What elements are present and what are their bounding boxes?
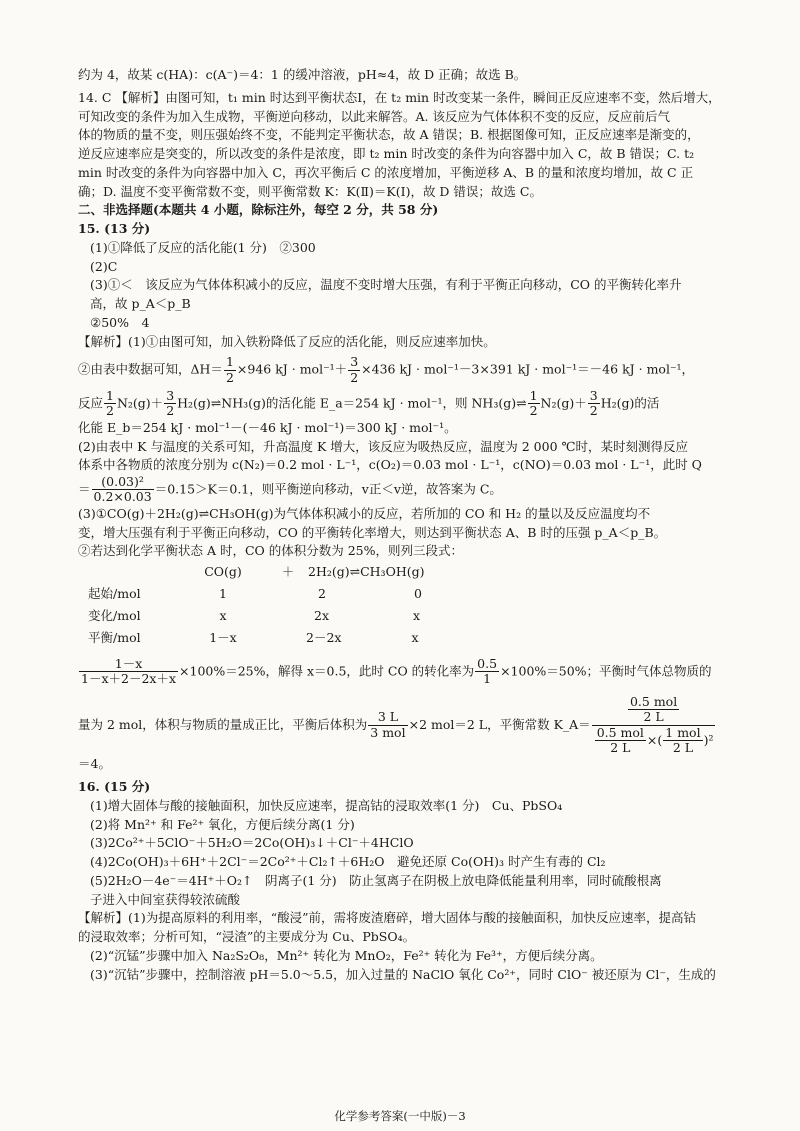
q16-answer-4: (4)2Co(OH)₃＋6H⁺＋2Cl⁻＝2Co²⁺＋Cl₂↑＋6H₂O 避免还原 Co(OH)₃ 时产生有毒的 Cl₂ <box>90 854 606 869</box>
numerator: 1 <box>529 388 538 403</box>
fraction <box>224 355 236 385</box>
fraction <box>663 726 702 756</box>
numerator: 0.5 mol <box>629 693 678 709</box>
numerator: 3 <box>350 354 359 370</box>
text: ×100%＝25%，解得 x＝0.5，此时 CO 的转化率为 <box>179 663 475 679</box>
ice-species: 2H₂(g)⇌CH₃OH(g) <box>308 563 425 579</box>
fraction <box>348 355 360 385</box>
denominator: 2 <box>106 403 114 419</box>
numerator: 3 <box>589 388 598 403</box>
denominator: 2 <box>166 403 175 419</box>
q15-answer-3: (3)①＜ 该反应为气体体积减小的反应，温度不变时增大压强，有利于平衡正向移动，CO 的平衡转化率升 <box>90 277 682 293</box>
q16-answer-3: (3)2Co²⁺＋5ClO⁻＋5H₂O＝2Co(OH)₃↓＋Cl⁻＋4HClO <box>90 835 414 851</box>
q15-answer-3-b: ②50% 4 <box>90 314 150 330</box>
denominator: 2 <box>225 369 234 385</box>
q16-block <box>78 778 726 984</box>
k-denominator <box>592 726 716 756</box>
ice-label: 起始/mol <box>88 585 141 601</box>
fraction <box>475 657 499 687</box>
numerator: 1－x <box>79 657 178 672</box>
text: N₂(g)＋ <box>116 395 164 411</box>
denominator: 0.2×0.03 <box>93 489 152 505</box>
q16-header: 16. (15 分) <box>78 779 151 794</box>
q15-explanation-8: (3)①CO(g)＋2H₂(g)⇌CH₃OH(g)为气体体积减小的反应，若所加的 CO 和 H₂ 的量以及反应温度均不 <box>78 505 651 521</box>
denominator: 2 <box>529 403 538 419</box>
ice-cell <box>268 627 424 649</box>
q16-answer-5-cont: 子进入中间室获得较浓硫酸 <box>90 891 241 907</box>
q15-explanation-12 <box>78 695 726 756</box>
fraction <box>628 695 679 725</box>
text: ×( <box>646 731 663 747</box>
ice-value: 0 <box>413 585 422 601</box>
q14-line: 14. C 【解析】由图可知，t₁ min 时达到平衡状态Ⅰ，在 t₂ min 时改变某一条件，瞬间正反应速率不变，然后增大， <box>78 89 721 105</box>
numerator: 3 <box>166 388 175 403</box>
q16-answer-1: (1)增大固体与酸的接触面积，加快反应速率，提高钴的浸取效率(1 分) Cu、PbSO₄ <box>90 797 563 813</box>
ice-value: 2－2x <box>306 629 342 645</box>
fraction <box>588 389 600 419</box>
denominator: 1 <box>483 671 492 687</box>
denominator: 2 L <box>643 709 664 725</box>
q16-answer-5: (5)2H₂O－4e⁻＝4H⁺＋O₂↑ 阴离子(1 分) 防止氢离子在阴极上放电降低能量利用率，同时硫酸根离 <box>90 872 662 888</box>
fraction <box>528 389 540 419</box>
q16-explanation-3: (2)“沉锰”步骤中加入 Na₂S₂O₈，Mn²⁺ 转化为 MnO₂，Fe²⁺ 转化为 Fe³⁺，方便后续分离。 <box>90 947 603 963</box>
q15-header: 15. (13 分) <box>78 221 151 236</box>
k-numerator <box>592 695 716 726</box>
q14-line: 确；D. 温度不变平衡常数不变，则平衡常数 K：K(Ⅱ)＝K(Ⅰ)，故 D 错误；故选 C。 <box>78 183 542 199</box>
q14-line: 可知改变的条件为加入生成物，平衡逆向移动，以此来解答。A. 该反应为气体体积不变的反应，反应前后气 <box>78 108 670 124</box>
text: ＝0.15＞K＝0.1，则平衡逆向移动，v正＜v逆，故答案为 C。 <box>154 481 502 497</box>
denominator: 2 <box>589 403 598 419</box>
q16-explanation-4: (3)“沉钴”步骤中，控制溶液 pH＝5.0～5.5，加入过量的 NaClO 氧化 Co²⁺，同时 ClO⁻ 被还原为 Cl⁻，生成的 <box>90 966 716 982</box>
q16-explanation-2: 的浸取效率；分析可知，“浸渣”的主要成分为 Cu、PbSO₄。 <box>78 929 416 944</box>
numerator: 0.5 <box>477 656 498 671</box>
ice-value: x <box>413 607 421 623</box>
q15-explanation-11 <box>78 657 726 687</box>
fraction <box>79 657 178 687</box>
numerator: 0.5 mol <box>596 724 644 740</box>
text: ×2 mol＝2 L，平衡常数 K_A＝ <box>408 716 591 732</box>
q14-line: 逆反应速率应是突变的，所以改变的条件是浓度，即 t₂ min 时改变的条件为向容器中加入 C，故 B 错误；C. t₂ <box>78 146 695 161</box>
q14-line: 体的物质的量不变，则压强始终不变，不能判定平衡状态，故 A 错误；B. 根据图像可知，正反应速率是渐变的， <box>78 127 700 143</box>
text: H₂(g)的活 <box>600 395 660 411</box>
denominator: 1－x＋2－2x＋x <box>81 671 177 687</box>
ice-value: x <box>411 629 419 645</box>
denominator: 3 mol <box>370 724 406 740</box>
ice-row <box>88 583 424 605</box>
q15-block <box>78 220 726 774</box>
q15-answer-2: (2)C <box>90 258 118 274</box>
ice-cell <box>268 605 424 627</box>
ice-label: 平衡/mol <box>88 629 141 645</box>
ice-cell: 1－x <box>209 629 237 645</box>
q15-answer-3-cont: 高，故 p_A＜p_B <box>90 296 191 311</box>
text: ×946 kJ · mol⁻¹＋ <box>236 361 348 377</box>
text: ×100%＝50%；平衡时气体总物质的 <box>500 663 712 679</box>
text: ②由表中数据可知，ΔH＝ <box>78 361 223 377</box>
numerator: 1 <box>225 354 234 370</box>
text: H₂(g)⇌NH₃(g)的活化能 E_a＝254 kJ · mol⁻¹，则 NH₃(g)⇌ <box>177 395 527 411</box>
ice-cell: x <box>219 607 227 623</box>
text: ＝ <box>78 481 91 497</box>
q15-explanation-4: 化能 E_b＝254 kJ · mol⁻¹－(－46 kJ · mol⁻¹)＝300 kJ · mol⁻¹。 <box>78 419 457 435</box>
numerator: (0.03)² <box>92 475 154 490</box>
ice-species-row <box>88 561 424 583</box>
fraction <box>595 726 646 756</box>
q15-explanation-5: (2)由表中 K 与温度的关系可知，升高温度 K 增大，该反应为吸热反应，温度为 2 000 ℃时，某时刻测得反应 <box>78 438 688 454</box>
equilibrium-constant-fraction <box>592 695 716 756</box>
text: N₂(g)＋ <box>540 395 587 411</box>
ice-value: 2x <box>314 607 330 623</box>
ice-species: CO(g) <box>204 563 242 579</box>
ice-cell <box>268 583 424 605</box>
section-title: 二、非选择题(本题共 4 小题，除标注外，每空 2 分，共 58 分) <box>78 202 439 218</box>
q15-answer-1: (1)①降低了反应的活化能(1 分) ②300 <box>90 239 316 255</box>
q14-line: min 时改变的条件为向容器中加入 C，再次平衡后 C 的浓度增加，平衡逆移 A、B 的量和浓度均增加，故 C 正 <box>78 164 694 180</box>
q15-explanation-1: 【解析】(1)①由图可知，加入铁粉降低了反应的活化能，则反应速率加快。 <box>78 333 496 349</box>
text: ×436 kJ · mol⁻¹－3×391 kJ · mol⁻¹＝－46 kJ · mol⁻¹， <box>361 361 695 377</box>
numerator: 3 L <box>368 710 407 725</box>
ice-row <box>88 605 424 627</box>
q15-explanation-6: 体系中各物质的浓度分别为 c(N₂)＝0.2 mol · L⁻¹，c(O₂)＝0.03 mol · L⁻¹，c(NO)＝0.03 mol · L⁻¹，此时 Q <box>78 457 702 473</box>
q15-explanation-9: 变，增大压强有利于平衡正向移动，CO 的平衡转化率增大，则达到平衡状态 A、B 时的压强 p_A＜p_B。 <box>78 524 667 540</box>
text: 反应 <box>78 395 104 411</box>
ice-cell: 1 <box>219 585 227 601</box>
q14-block <box>78 89 726 202</box>
denominator: 2 L <box>672 739 694 755</box>
q16-answer-2: (2)将 Mn²⁺ 和 Fe²⁺ 氧化，方便后续分离(1 分) <box>90 816 355 832</box>
fraction <box>164 389 176 419</box>
fraction <box>92 475 154 505</box>
q13-tail: 约为 4，故某 c(HA)：c(A⁻)＝4：1 的缓冲溶液，pH≈4，故 D 正确；故选 B。 <box>78 67 527 82</box>
text: 量为 2 mol，体积与物质的量成正比，平衡后体积为 <box>78 716 368 732</box>
fraction <box>104 389 116 419</box>
denominator: 2 L <box>610 739 631 755</box>
ice-row <box>88 627 424 649</box>
q15-explanation-2 <box>78 355 726 385</box>
q15-explanation-3 <box>78 389 726 419</box>
answer-page <box>78 66 726 984</box>
denominator: 2 <box>350 369 359 385</box>
q15-explanation-7 <box>78 475 726 505</box>
q16-explanation-1: 【解析】(1)为提高原料的利用率，“酸浸”前，需将废渣磨碎，增大固体与酸的接触面积，加快反应速率，提高钴 <box>78 910 696 926</box>
q15-explanation-10: ②若达到化学平衡状态 A 时，CO 的体积分数为 25%，则列三段式： <box>78 543 464 559</box>
ice-species: ＋ <box>281 563 295 579</box>
q15-explanation-13: ＝4。 <box>78 756 111 772</box>
page-footer: 化学参考答案(一中版)－3 <box>334 1109 466 1123</box>
fraction <box>368 710 407 740</box>
text: )² <box>703 731 714 747</box>
three-stage-table <box>88 561 424 649</box>
ice-label: 变化/mol <box>88 607 141 623</box>
numerator: 1 mol <box>665 724 701 740</box>
numerator: 1 <box>106 388 114 403</box>
ice-value: 2 <box>318 585 326 601</box>
